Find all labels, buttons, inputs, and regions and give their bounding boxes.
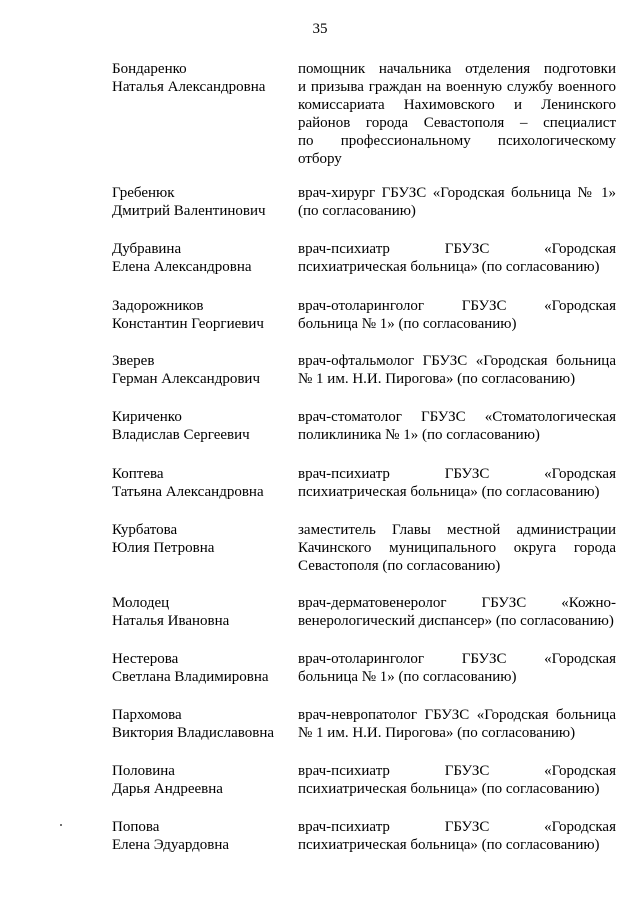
member-given-names: Елена Александровна — [112, 259, 252, 275]
position-line: врач-психиатр ГБУЗС «Городская — [298, 466, 616, 482]
member-position — [298, 352, 616, 388]
member-given-names: Дарья Андреевна — [112, 781, 223, 797]
position-line: по профессиональному психологическому — [298, 133, 616, 149]
member-position — [298, 762, 616, 798]
member-position — [298, 594, 616, 630]
member-given-names: Татьяна Александровна — [112, 484, 264, 500]
member-surname: Дубравина — [112, 241, 182, 257]
position-line: психиатрическая больница» (по согласованию) — [298, 484, 600, 500]
member-position — [298, 184, 616, 220]
member-name — [112, 297, 292, 333]
member-given-names: Виктория Владиславовна — [112, 725, 275, 741]
member-given-names: Юлия Петровна — [112, 540, 215, 556]
member-surname: Бондаренко — [112, 61, 187, 77]
position-line: врач-хирург ГБУЗС «Городская больница № 1» — [298, 185, 616, 201]
member-position — [298, 706, 616, 742]
position-line: № 1 им. Н.И. Пирогова» (по согласованию) — [298, 725, 576, 741]
member-name — [112, 594, 292, 630]
member-given-names: Владислав Сергеевич — [112, 427, 250, 443]
member-surname: Гребенюк — [112, 185, 175, 201]
position-line: психиатрическая больница» (по согласованию) — [298, 259, 600, 275]
member-name — [112, 408, 292, 444]
position-line: комиссариата Нахимовского и Ленинского — [298, 97, 616, 113]
member-surname: Половина — [112, 763, 175, 779]
member-surname: Попова — [112, 819, 160, 835]
position-line: психиатрическая больница» (по согласованию) — [298, 781, 600, 797]
member-position — [298, 240, 616, 276]
member-name — [112, 465, 292, 501]
member-surname: Кириченко — [112, 409, 182, 425]
member-name — [112, 818, 292, 854]
member-given-names: Елена Эдуардовна — [112, 837, 230, 853]
position-line: врач-отоларинголог ГБУЗС «Городская — [298, 298, 616, 314]
position-line: и призыва граждан на военную службу военного — [298, 79, 616, 95]
member-position — [298, 297, 616, 333]
member-given-names: Константин Георгиевич — [112, 316, 264, 332]
member-position — [298, 521, 616, 575]
member-surname: Зверев — [112, 353, 155, 369]
position-line: Севастополя (по согласованию) — [298, 558, 501, 574]
member-position — [298, 408, 616, 444]
position-line: поликлиника № 1» (по согласованию) — [298, 427, 540, 443]
member-given-names: Дмитрий Валентинович — [112, 203, 266, 219]
position-line: помощник начальника отделения подготовки — [298, 61, 616, 77]
member-surname: Коптева — [112, 466, 164, 482]
member-given-names: Наталья Ивановна — [112, 613, 230, 629]
position-line: отбору — [298, 151, 342, 167]
position-line: (по согласованию) — [298, 203, 416, 219]
member-surname: Молодец — [112, 595, 170, 611]
position-line: врач-психиатр ГБУЗС «Городская — [298, 241, 616, 257]
member-name — [112, 762, 292, 798]
member-name — [112, 184, 292, 220]
position-line: больница № 1» (по согласованию) — [298, 316, 517, 332]
position-line: районов города Севастополя – специалист — [298, 115, 616, 131]
position-line: врач-офтальмолог ГБУЗС «Городская больница — [298, 353, 616, 369]
scan-speck — [60, 824, 62, 826]
member-position — [298, 650, 616, 686]
member-given-names: Светлана Владимировна — [112, 669, 269, 685]
member-surname: Курбатова — [112, 522, 178, 538]
position-line: врач-невропатолог ГБУЗС «Городская больница — [298, 707, 616, 723]
member-name — [112, 240, 292, 276]
member-surname: Пархомова — [112, 707, 182, 723]
position-line: врач-психиатр ГБУЗС «Городская — [298, 819, 616, 835]
member-name — [112, 60, 292, 96]
position-line: венерологический диспансер» (по согласованию) — [298, 613, 614, 629]
member-name — [112, 521, 292, 557]
position-line: врач-стоматолог ГБУЗС «Стоматологическая — [298, 409, 616, 425]
position-line: врач-дерматовенеролог ГБУЗС «Кожно- — [298, 595, 616, 611]
member-name — [112, 352, 292, 388]
member-surname: Задорожников — [112, 298, 204, 314]
member-position — [298, 60, 616, 168]
position-line: психиатрическая больница» (по согласованию) — [298, 837, 600, 853]
position-line: врач-отоларинголог ГБУЗС «Городская — [298, 651, 616, 667]
page-number: 35 — [312, 21, 328, 37]
position-line: заместитель Главы местной администрации — [298, 522, 616, 538]
position-line: врач-психиатр ГБУЗС «Городская — [298, 763, 616, 779]
position-line: больница № 1» (по согласованию) — [298, 669, 517, 685]
member-surname: Нестерова — [112, 651, 179, 667]
member-given-names: Наталья Александровна — [112, 79, 266, 95]
member-name — [112, 706, 292, 742]
position-line: № 1 им. Н.И. Пирогова» (по согласованию) — [298, 371, 576, 387]
member-name — [112, 650, 292, 686]
member-position — [298, 818, 616, 854]
member-given-names: Герман Александрович — [112, 371, 260, 387]
position-line: Качинского муниципального округа города — [298, 540, 616, 556]
member-position — [298, 465, 616, 501]
